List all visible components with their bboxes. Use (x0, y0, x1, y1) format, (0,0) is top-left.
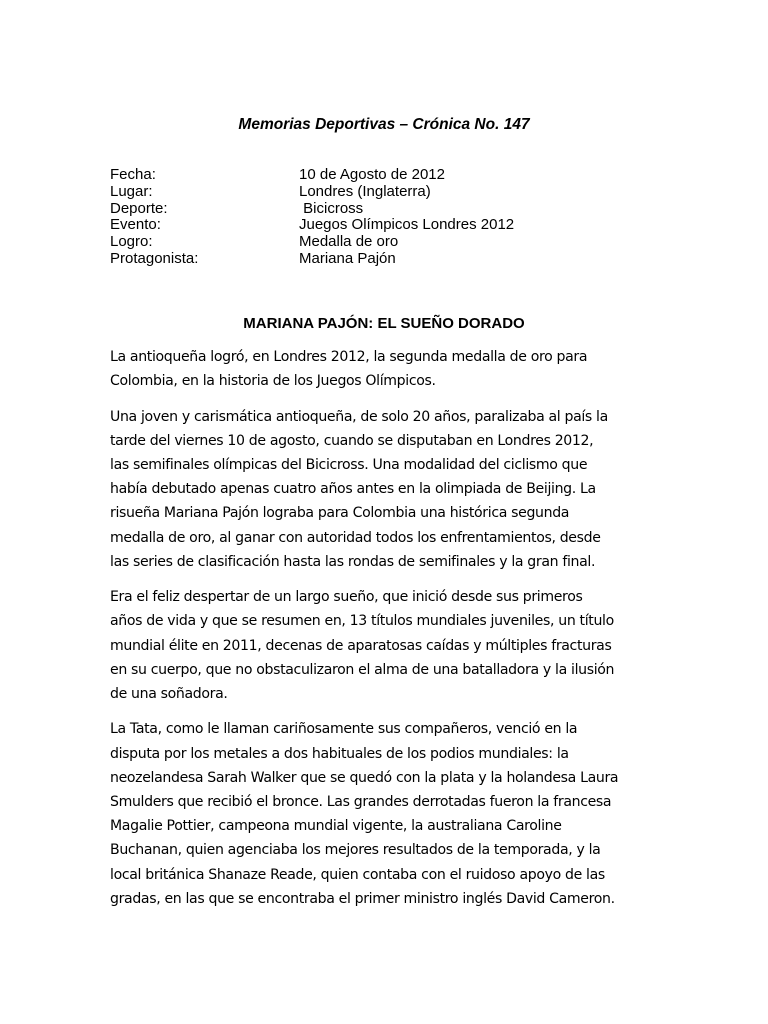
meta-row-lugar (110, 184, 514, 201)
meta-value: Mariana Pajón (299, 249, 396, 267)
article-body (110, 345, 658, 922)
meta-label: Logro: (110, 233, 153, 251)
metadata-table (110, 167, 514, 268)
meta-label: Fecha: (110, 166, 156, 183)
article-title: MARIANA PAJÓN: EL SUEÑO DORADO (243, 315, 525, 332)
article-paragraph: La antioqueña logró, en Londres 2012, la segunda medalla de oro para Colombia, en la historia de los Juegos Olímpicos. (110, 349, 588, 390)
meta-label: Evento: (110, 216, 161, 234)
meta-label: Protagonista: (110, 249, 199, 267)
article-paragraph: Era el feliz despertar de un largo sueño, que inició desde sus primeros años de vida y que se resumen en, 13 títulos mundiales juveniles, un título mundial élite en 2011, decenas de aparatosas caídas y múltiples fracturas en su cuerpo, que no obstaculizaron el alma de una batalladora y la ilusión de una soñadora. (110, 589, 615, 703)
document-header-title: Memorias Deportivas – Crónica No. 147 (238, 116, 530, 133)
meta-row-logro (110, 234, 514, 251)
meta-row-evento (110, 217, 514, 234)
meta-value: Medalla de oro (299, 233, 399, 251)
meta-value: Bicicross (299, 199, 364, 217)
meta-value: Londres (Inglaterra) (299, 182, 431, 200)
meta-value: 10 de Agosto de 2012 (299, 166, 445, 183)
meta-value: Juegos Olímpicos Londres 2012 (299, 216, 515, 234)
article-paragraph: Una joven y carismática antioqueña, de solo 20 años, paralizaba al país la tarde del viernes 10 de agosto, cuando se disputaban en Londres 2012, las semifinales olímpicas del Bicicross. Una modalidad del ciclismo que había debutado apenas cuatro años antes en la olimpiada de Beijing. La risueña Mariana Pajón lograba para Colombia una histórica segunda medalla de oro, al ganar con autoridad todos los enfrentamientos, desde las series de clasificación hasta las rondas de semifinales y la gran final. (110, 408, 608, 570)
meta-label: Lugar: (110, 182, 153, 200)
article-paragraph: La Tata, como le llaman cariñosamente sus compañeros, venció en la disputa por los metales a dos habituales de los podios mundiales: la neozelandesa Sarah Walker que se quedó con la plata y la holandesa Laura Smulders que recibió el bronce. Las grandes derrotadas fueron la francesa Magalie Pottier, campeona mundial vigente, la australiana Caroline Buchanan, quien agenciaba los mejores resultados de la temporada, y la local británica Shanaze Reade, quien contaba con el ruidoso apoyo de las gradas, en las que se encontraba el primer ministro inglés David Cameron. (110, 721, 619, 907)
meta-row-fecha (110, 167, 514, 184)
meta-row-deporte (110, 201, 514, 218)
meta-row-protagonista (110, 251, 514, 268)
meta-label: Deporte: (110, 199, 168, 217)
